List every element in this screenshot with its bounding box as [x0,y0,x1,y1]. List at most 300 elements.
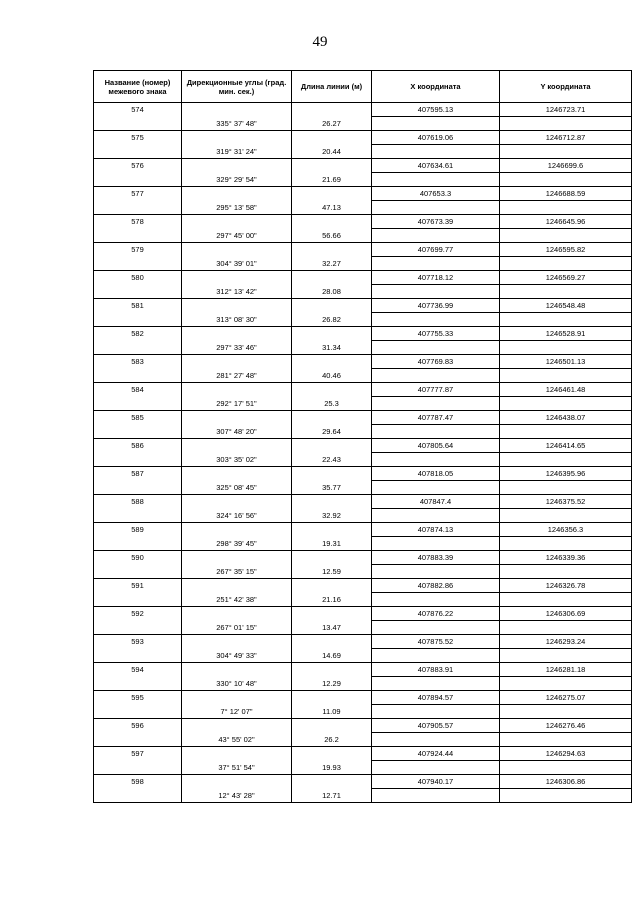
length-cell [292,215,372,229]
y-coordinate-cell [500,117,632,131]
angle-cell [182,159,292,173]
point-name-cell: 593 [94,635,182,649]
x-coordinate-cell: 407673.39 [372,215,500,229]
point-name-cell [94,369,182,383]
angle-cell [182,299,292,313]
y-coordinate-cell [500,173,632,187]
boundary-point-row [94,299,632,313]
x-coordinate-cell: 407595.13 [372,103,500,117]
line-length-cell: 31.34 [292,341,372,355]
point-name-cell: 581 [94,299,182,313]
directional-angle-cell: 7° 12' 07" [182,705,292,719]
y-coordinate-cell [500,537,632,551]
line-length-cell: 26.2 [292,733,372,747]
boundary-segment-row [94,537,632,551]
boundary-point-row [94,355,632,369]
angle-cell [182,579,292,593]
x-coordinate-cell: 407718.12 [372,271,500,285]
line-length-cell: 28.08 [292,285,372,299]
boundary-segment-row [94,481,632,495]
boundary-segment-row [94,621,632,635]
x-coordinate-cell: 407882.86 [372,579,500,593]
x-coordinate-cell [372,313,500,327]
y-coordinate-cell [500,369,632,383]
y-coordinate-cell: 1246528.91 [500,327,632,341]
header-y-coordinate: Y координата [500,71,632,103]
x-coordinate-cell [372,649,500,663]
x-coordinate-cell [372,341,500,355]
angle-cell [182,355,292,369]
x-coordinate-cell: 407777.87 [372,383,500,397]
header-directional-angles: Дирекционные углы (град. мин. сек.) [182,71,292,103]
x-coordinate-cell [372,509,500,523]
line-length-cell: 12.71 [292,789,372,803]
boundary-point-row [94,579,632,593]
x-coordinate-cell: 407883.91 [372,663,500,677]
x-coordinate-cell [372,593,500,607]
y-coordinate-cell: 1246395.96 [500,467,632,481]
y-coordinate-cell [500,677,632,691]
x-coordinate-cell [372,229,500,243]
directional-angle-cell: 295° 13' 58" [182,201,292,215]
y-coordinate-cell: 1246306.69 [500,607,632,621]
line-length-cell: 32.27 [292,257,372,271]
length-cell [292,635,372,649]
y-coordinate-cell: 1246712.87 [500,131,632,145]
boundary-segment-row [94,677,632,691]
angle-cell [182,467,292,481]
boundary-segment-row [94,257,632,271]
length-cell [292,187,372,201]
y-coordinate-cell [500,761,632,775]
point-name-cell [94,173,182,187]
point-name-cell: 577 [94,187,182,201]
directional-angle-cell: 267° 01' 15" [182,621,292,635]
boundary-point-row [94,215,632,229]
x-coordinate-cell: 407875.52 [372,635,500,649]
boundary-point-row [94,523,632,537]
y-coordinate-cell: 1246595.82 [500,243,632,257]
table-header [94,71,632,103]
point-name-cell: 590 [94,551,182,565]
y-coordinate-cell [500,341,632,355]
x-coordinate-cell [372,761,500,775]
x-coordinate-cell: 407653.3 [372,187,500,201]
line-length-cell: 32.92 [292,509,372,523]
boundary-point-row [94,243,632,257]
length-cell [292,411,372,425]
angle-cell [182,383,292,397]
y-coordinate-cell: 1246306.86 [500,775,632,789]
directional-angle-cell: 307° 48' 20" [182,425,292,439]
x-coordinate-cell [372,537,500,551]
directional-angle-cell: 324° 16' 56" [182,509,292,523]
length-cell [292,271,372,285]
directional-angle-cell: 292° 17' 51" [182,397,292,411]
x-coordinate-cell: 407805.64 [372,439,500,453]
length-cell [292,159,372,173]
boundary-segment-row [94,789,632,803]
directional-angle-cell: 330° 10' 48" [182,677,292,691]
point-name-cell [94,117,182,131]
point-name-cell [94,285,182,299]
point-name-cell: 591 [94,579,182,593]
point-name-cell: 585 [94,411,182,425]
y-coordinate-cell [500,705,632,719]
angle-cell [182,607,292,621]
boundary-coordinates-table [93,70,632,803]
y-coordinate-cell [500,733,632,747]
directional-angle-cell: 297° 33' 46" [182,341,292,355]
x-coordinate-cell [372,117,500,131]
angle-cell [182,691,292,705]
x-coordinate-cell [372,621,500,635]
line-length-cell: 56.66 [292,229,372,243]
angle-cell [182,523,292,537]
y-coordinate-cell [500,509,632,523]
y-coordinate-cell: 1246293.24 [500,635,632,649]
length-cell [292,523,372,537]
directional-angle-cell: 297° 45' 00" [182,229,292,243]
x-coordinate-cell [372,257,500,271]
header-line-length: Длина линии (м) [292,71,372,103]
y-coordinate-cell: 1246326.78 [500,579,632,593]
y-coordinate-cell: 1246438.07 [500,411,632,425]
length-cell [292,103,372,117]
boundary-segment-row [94,341,632,355]
angle-cell [182,243,292,257]
y-coordinate-cell: 1246375.52 [500,495,632,509]
boundary-point-row [94,131,632,145]
boundary-segment-row [94,565,632,579]
angle-cell [182,495,292,509]
directional-angle-cell: 304° 49' 33" [182,649,292,663]
boundary-segment-row [94,313,632,327]
boundary-point-row [94,187,632,201]
point-name-cell: 595 [94,691,182,705]
point-name-cell: 589 [94,523,182,537]
angle-cell [182,131,292,145]
directional-angle-cell: 303° 35' 02" [182,453,292,467]
length-cell [292,439,372,453]
directional-angle-cell: 312° 13' 42" [182,285,292,299]
x-coordinate-cell [372,565,500,579]
length-cell [292,495,372,509]
point-name-cell [94,733,182,747]
directional-angle-cell: 304° 39' 01" [182,257,292,271]
x-coordinate-cell: 407699.77 [372,243,500,257]
directional-angle-cell: 12° 43' 28" [182,789,292,803]
boundary-point-row [94,439,632,453]
line-length-cell: 11.09 [292,705,372,719]
point-name-cell [94,593,182,607]
boundary-point-row [94,747,632,761]
point-name-cell [94,537,182,551]
x-coordinate-cell [372,789,500,803]
header-row [94,71,632,103]
boundary-segment-row [94,369,632,383]
directional-angle-cell: 319° 31' 24" [182,145,292,159]
boundary-point-row [94,103,632,117]
directional-angle-cell: 267° 35' 15" [182,565,292,579]
y-coordinate-cell: 1246501.13 [500,355,632,369]
y-coordinate-cell [500,257,632,271]
point-name-cell: 575 [94,131,182,145]
angle-cell [182,411,292,425]
line-length-cell: 25.3 [292,397,372,411]
directional-angle-cell: 37° 51' 54" [182,761,292,775]
boundary-segment-row [94,649,632,663]
y-coordinate-cell: 1246723.71 [500,103,632,117]
line-length-cell: 21.16 [292,593,372,607]
boundary-point-row [94,383,632,397]
line-length-cell: 40.46 [292,369,372,383]
x-coordinate-cell [372,201,500,215]
y-coordinate-cell: 1246276.46 [500,719,632,733]
length-cell [292,327,372,341]
length-cell [292,747,372,761]
point-name-cell [94,201,182,215]
point-name-cell [94,789,182,803]
boundary-point-row [94,159,632,173]
length-cell [292,663,372,677]
boundary-point-row [94,663,632,677]
point-name-cell [94,397,182,411]
x-coordinate-cell [372,481,500,495]
boundary-point-row [94,495,632,509]
boundary-point-row [94,411,632,425]
y-coordinate-cell [500,481,632,495]
point-name-cell: 594 [94,663,182,677]
point-name-cell: 580 [94,271,182,285]
y-coordinate-cell: 1246645.96 [500,215,632,229]
angle-cell [182,327,292,341]
point-name-cell [94,145,182,159]
angle-cell [182,663,292,677]
y-coordinate-cell [500,145,632,159]
point-name-cell: 583 [94,355,182,369]
boundary-point-row [94,271,632,285]
length-cell [292,467,372,481]
point-name-cell [94,453,182,467]
angle-cell [182,439,292,453]
point-name-cell: 578 [94,215,182,229]
point-name-cell [94,677,182,691]
x-coordinate-cell [372,705,500,719]
y-coordinate-cell: 1246339.36 [500,551,632,565]
directional-angle-cell: 313° 08' 30" [182,313,292,327]
table-body [94,103,632,803]
point-name-cell [94,621,182,635]
x-coordinate-cell [372,677,500,691]
directional-angle-cell: 43° 55' 02" [182,733,292,747]
line-length-cell: 47.13 [292,201,372,215]
x-coordinate-cell [372,285,500,299]
angle-cell [182,635,292,649]
x-coordinate-cell: 407818.05 [372,467,500,481]
x-coordinate-cell: 407874.13 [372,523,500,537]
boundary-segment-row [94,733,632,747]
boundary-segment-row [94,173,632,187]
y-coordinate-cell: 1246281.18 [500,663,632,677]
point-name-cell [94,229,182,243]
directional-angle-cell: 329° 29' 54" [182,173,292,187]
angle-cell [182,551,292,565]
angle-cell [182,187,292,201]
line-length-cell: 29.64 [292,425,372,439]
line-length-cell: 14.69 [292,649,372,663]
y-coordinate-cell [500,229,632,243]
x-coordinate-cell: 407769.83 [372,355,500,369]
angle-cell [182,719,292,733]
y-coordinate-cell [500,453,632,467]
point-name-cell: 592 [94,607,182,621]
y-coordinate-cell [500,425,632,439]
boundary-point-row [94,327,632,341]
length-cell [292,551,372,565]
point-name-cell: 584 [94,383,182,397]
length-cell [292,299,372,313]
y-coordinate-cell: 1246275.07 [500,691,632,705]
x-coordinate-cell: 407736.99 [372,299,500,313]
point-name-cell [94,509,182,523]
x-coordinate-cell: 407924.44 [372,747,500,761]
y-coordinate-cell: 1246294.63 [500,747,632,761]
point-name-cell [94,761,182,775]
directional-angle-cell: 335° 37' 48" [182,117,292,131]
point-name-cell [94,257,182,271]
boundary-point-row [94,467,632,481]
length-cell [292,355,372,369]
y-coordinate-cell [500,593,632,607]
x-coordinate-cell [372,425,500,439]
x-coordinate-cell: 407883.39 [372,551,500,565]
header-x-coordinate: X координата [372,71,500,103]
directional-angle-cell: 325° 08' 45" [182,481,292,495]
line-length-cell: 22.43 [292,453,372,467]
boundary-segment-row [94,425,632,439]
point-name-cell [94,705,182,719]
point-name-cell: 587 [94,467,182,481]
point-name-cell: 588 [94,495,182,509]
y-coordinate-cell [500,397,632,411]
point-name-cell: 586 [94,439,182,453]
x-coordinate-cell: 407755.33 [372,327,500,341]
boundary-segment-row [94,397,632,411]
x-coordinate-cell: 407876.22 [372,607,500,621]
x-coordinate-cell: 407940.17 [372,775,500,789]
x-coordinate-cell: 407905.57 [372,719,500,733]
point-name-cell [94,313,182,327]
line-length-cell: 19.93 [292,761,372,775]
boundary-segment-row [94,145,632,159]
line-length-cell: 26.82 [292,313,372,327]
directional-angle-cell: 251° 42' 38" [182,593,292,607]
point-name-cell: 574 [94,103,182,117]
point-name-cell: 596 [94,719,182,733]
y-coordinate-cell: 1246414.65 [500,439,632,453]
point-name-cell [94,481,182,495]
line-length-cell: 12.59 [292,565,372,579]
boundary-segment-row [94,229,632,243]
y-coordinate-cell [500,789,632,803]
y-coordinate-cell: 1246569.27 [500,271,632,285]
x-coordinate-cell [372,453,500,467]
boundary-point-row [94,551,632,565]
point-name-cell [94,425,182,439]
x-coordinate-cell [372,733,500,747]
y-coordinate-cell: 1246356.3 [500,523,632,537]
boundary-segment-row [94,761,632,775]
point-name-cell [94,649,182,663]
y-coordinate-cell: 1246548.48 [500,299,632,313]
directional-angle-cell: 281° 27' 48" [182,369,292,383]
y-coordinate-cell [500,649,632,663]
y-coordinate-cell: 1246688.59 [500,187,632,201]
y-coordinate-cell [500,285,632,299]
point-name-cell: 576 [94,159,182,173]
y-coordinate-cell [500,621,632,635]
x-coordinate-cell [372,369,500,383]
boundary-segment-row [94,509,632,523]
point-name-cell: 582 [94,327,182,341]
boundary-segment-row [94,285,632,299]
line-length-cell: 19.31 [292,537,372,551]
point-name-cell: 597 [94,747,182,761]
x-coordinate-cell [372,145,500,159]
line-length-cell: 20.44 [292,145,372,159]
directional-angle-cell: 298° 39' 45" [182,537,292,551]
length-cell [292,719,372,733]
length-cell [292,775,372,789]
boundary-point-row [94,635,632,649]
boundary-point-row [94,775,632,789]
x-coordinate-cell: 407894.57 [372,691,500,705]
x-coordinate-cell: 407619.06 [372,131,500,145]
x-coordinate-cell: 407847.4 [372,495,500,509]
length-cell [292,243,372,257]
angle-cell [182,215,292,229]
angle-cell [182,103,292,117]
header-point-name: Название (номер) межевого знака [94,71,182,103]
boundary-point-row [94,719,632,733]
point-name-cell: 579 [94,243,182,257]
length-cell [292,691,372,705]
length-cell [292,579,372,593]
point-name-cell: 598 [94,775,182,789]
boundary-point-row [94,691,632,705]
boundary-segment-row [94,117,632,131]
boundary-segment-row [94,705,632,719]
length-cell [292,131,372,145]
x-coordinate-cell: 407787.47 [372,411,500,425]
line-length-cell: 21.69 [292,173,372,187]
y-coordinate-cell [500,201,632,215]
page-number: 49 [312,34,328,50]
line-length-cell: 13.47 [292,621,372,635]
y-coordinate-cell [500,313,632,327]
length-cell [292,607,372,621]
length-cell [292,383,372,397]
y-coordinate-cell: 1246461.48 [500,383,632,397]
line-length-cell: 26.27 [292,117,372,131]
line-length-cell: 35.77 [292,481,372,495]
y-coordinate-cell: 1246699.6 [500,159,632,173]
boundary-point-row [94,607,632,621]
x-coordinate-cell [372,397,500,411]
x-coordinate-cell: 407634.61 [372,159,500,173]
angle-cell [182,775,292,789]
